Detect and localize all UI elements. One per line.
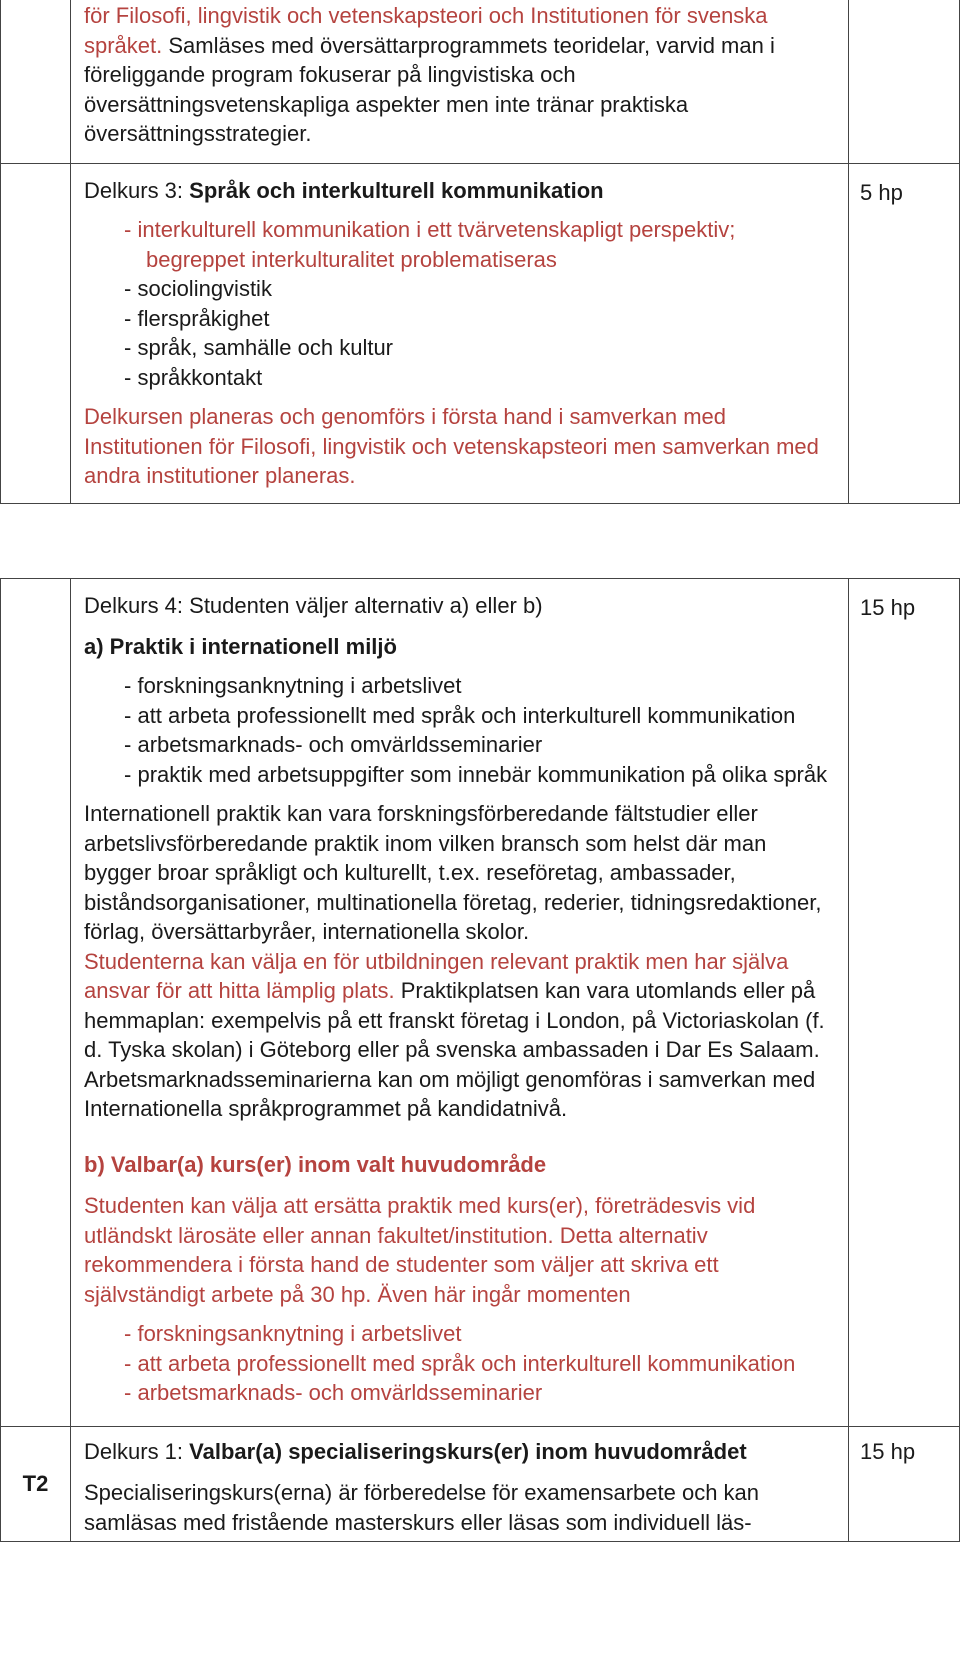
credits-cell [849,0,960,163]
table-row [1,579,960,1427]
course-note: Delkursen planeras och genomförs i första hand i samverkan med Institutionen för Filosofi, lingvistik och vetenskapsteori men samverkan med andra institutioner planeras. [84,404,819,488]
content-cell [71,1426,849,1542]
list-item: - att arbeta professionellt med språk och interkulturell kommunikation [84,701,834,731]
term-cell [1,579,71,1427]
credits-cell [849,163,960,503]
list-item: - arbetsmarknads- och omvärldsseminarier [84,1378,834,1408]
alternative-a-paragraph: Internationell praktik kan vara forskningsförberedande fältstudier eller arbetslivsförberedande praktik inom vilken bransch som helst där man bygger broar språkligt och kulturellt, t.ex. reseföretag, ambassader, biståndsorganisationer, multinationella företag, rederier, tidningsredaktioner, förlag, översättarbyråer, internationella skolor. [84,801,822,944]
content-cell [71,0,849,163]
curriculum-table-2 [0,578,960,1542]
credits-value: 15 hp [860,1438,916,1464]
credits-cell [849,1426,960,1542]
list-item: - interkulturell kommunikation i ett tvärvetenskapligt perspektiv; begreppet interkulturalitet problematiseras [84,215,834,274]
alternative-b-paragraph: Studenten kan välja att ersätta praktik med kurs(er), företrädesvis vid utländskt lärosäte eller annan fakultet/institution. Detta alternativ rekommendera i första hand de studenter som väljer att skriva ett självständigt arbete på 30 hp. Även här ingår momenten [84,1193,756,1307]
credits-value: 15 hp [860,595,916,620]
list-item: - forskningsanknytning i arbetslivet [84,671,834,701]
list-item: - praktik med arbetsuppgifter som innebär kommunikation på olika språk [84,760,834,790]
course-heading: Delkurs 1: Valbar(a) specialiseringskurs(er) inom huvudområdet [84,1438,747,1464]
list-item: - att arbeta professionellt med språk och interkulturell kommunikation [84,1349,834,1379]
term-cell [1,0,71,163]
continued-paragraph: för Filosofi, lingvistik och vetenskapsteori och Institutionen för svenska språket. Samläses med översättarprogrammets teoridelar, varvid man i föreliggande program fokuserar på lingvistiska och översättningsvetenskapliga aspekter men inte tränar praktiska översättningsstrategier. [84,3,775,146]
term-label: T2 [1,1426,71,1542]
topic-list [84,671,834,789]
credits-cell [849,579,960,1427]
credits-value: 5 hp [860,179,903,205]
content-cell [71,579,849,1427]
course-heading: Delkurs 3: Språk och interkulturell kommunikation [84,177,604,203]
table-row [1,0,960,163]
course-description: Specialiseringskurs(erna) är förberedelse för examensarbete och kan samläsas med fristående masterskurs eller läsas som individuell läs- [84,1480,760,1535]
curriculum-table-1 [0,0,960,504]
list-item: - arbetsmarknads- och omvärldsseminarier [84,730,834,760]
topic-list [84,215,834,392]
course-heading: Delkurs 4: Studenten väljer alternativ a) eller b) [84,593,543,618]
list-item: - flerspråkighet [84,304,834,334]
table-row [1,163,960,503]
term-cell [1,163,71,503]
alternative-b-title: b) Valbar(a) kurs(er) inom valt huvudområde [84,1151,547,1177]
table-row [1,1426,960,1542]
content-cell [71,163,849,503]
list-item: - språkkontakt [84,363,834,393]
list-item: - språk, samhälle och kultur [84,333,834,363]
alternative-a-title: a) Praktik i internationell miljö [84,633,397,659]
alternative-a-paragraph-2: Studenterna kan välja en för utbildningen relevant praktik men har själva ansvar för att hitta lämplig plats. Praktikplatsen kan vara utomlands eller på hemmaplan: exempelvis på ett franskt företag i London, på Victoriaskolan (f. d. Tyska skolan) i Göteborg eller på svenska ambassaden i Dar Es Salaam. Arbetsmarknadsseminarierna kan om möjligt genomföras i samverkan med Internationella språkprogrammet på kandidatnivå. [84,948,825,1121]
topic-list [84,1319,834,1408]
list-item: - sociolingvistik [84,274,834,304]
list-item: - forskningsanknytning i arbetslivet [84,1319,834,1349]
